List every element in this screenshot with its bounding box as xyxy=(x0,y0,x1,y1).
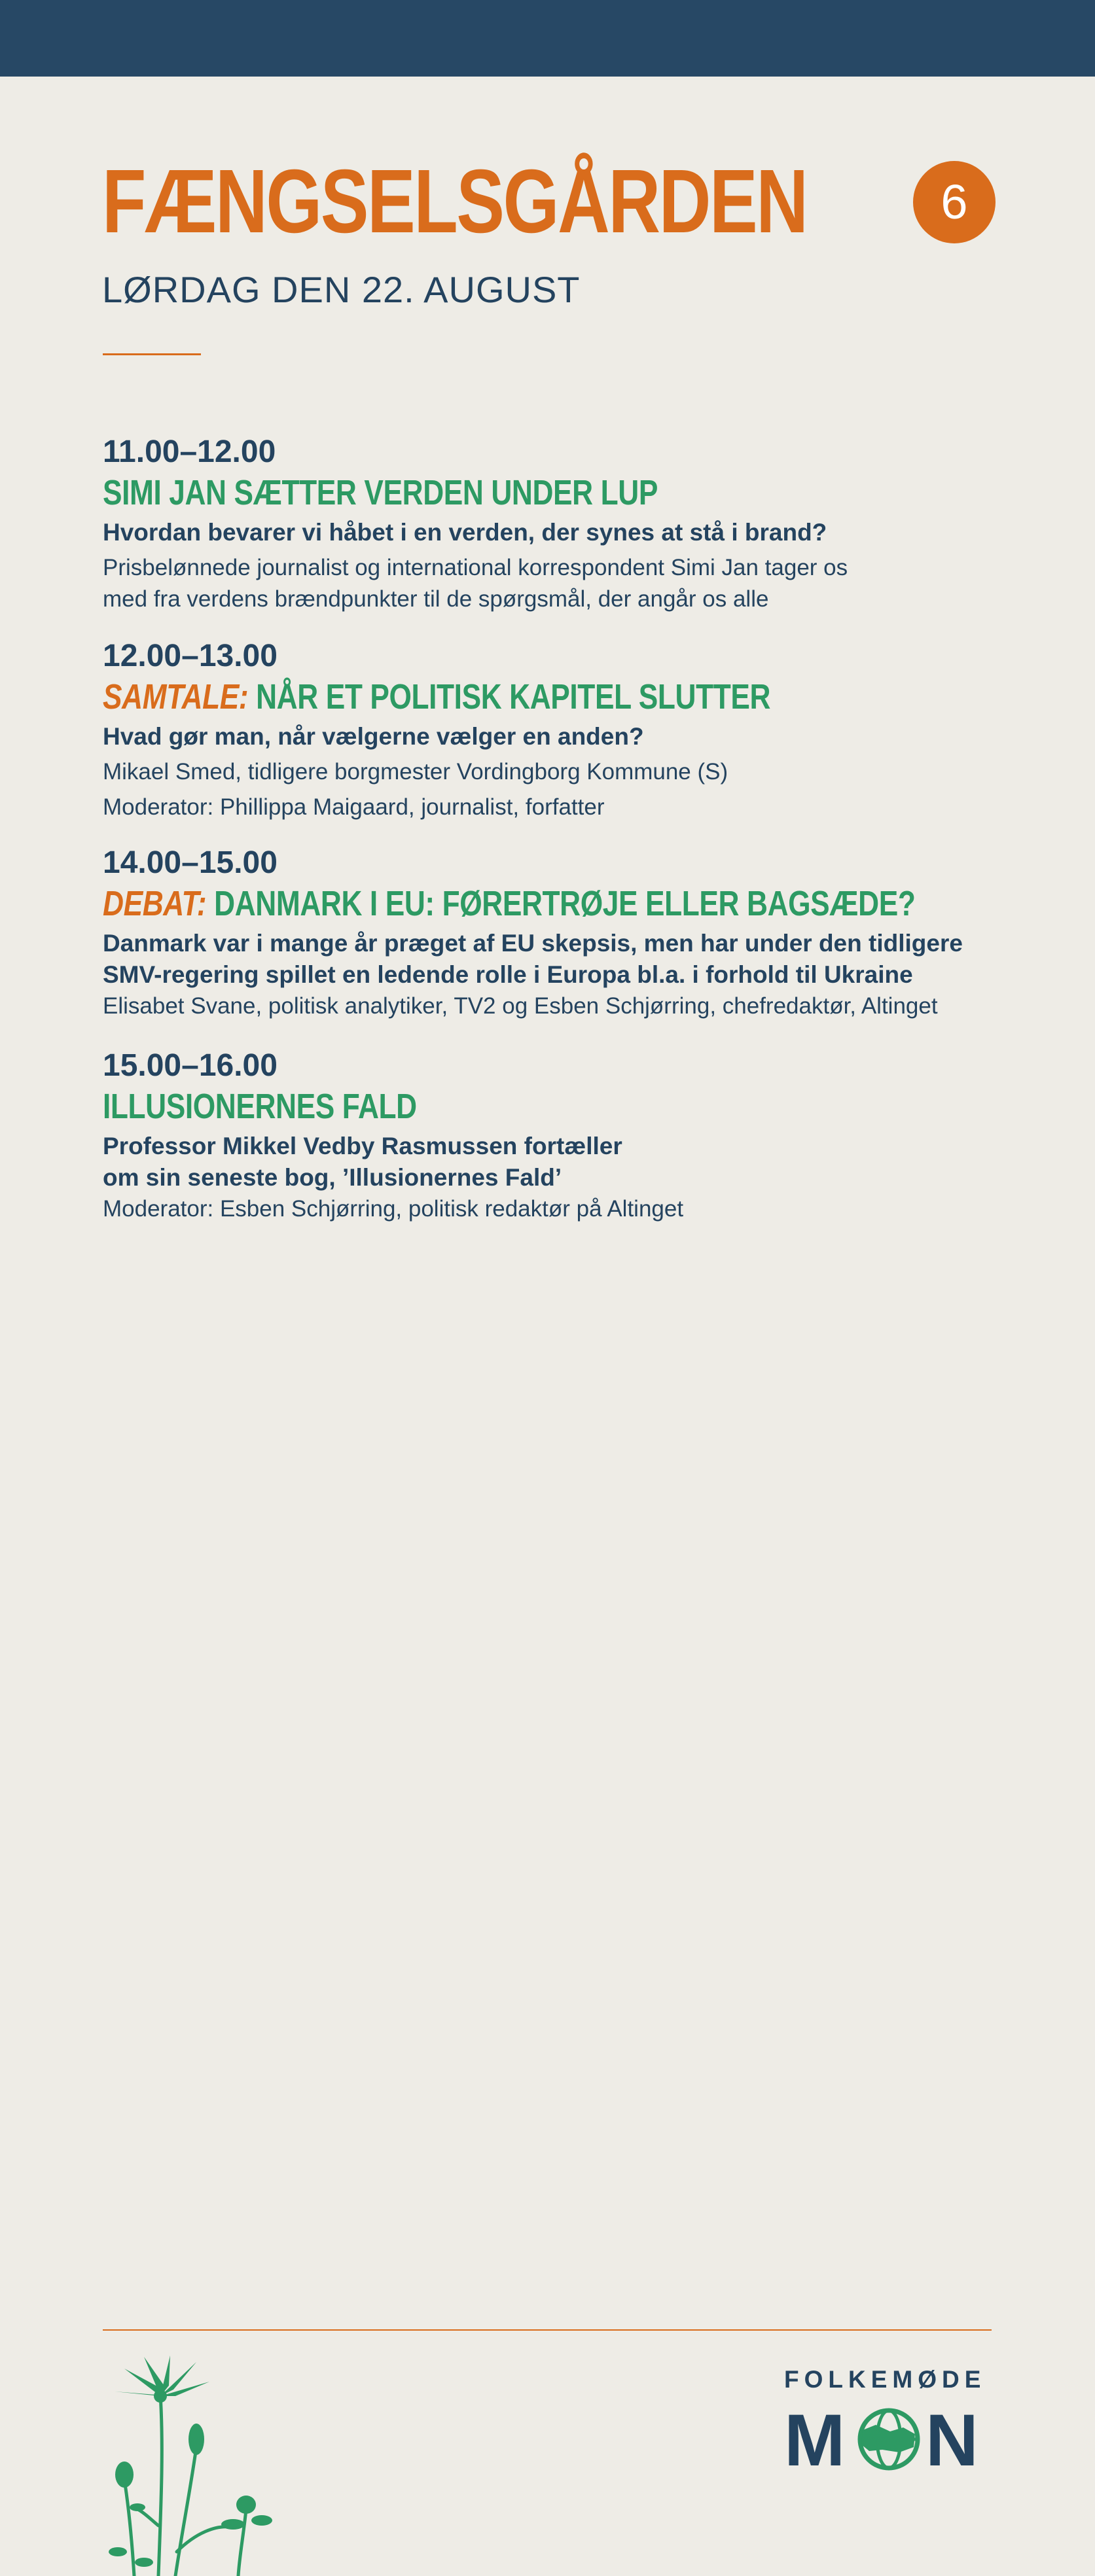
event-time: 12.00–13.00 xyxy=(103,639,278,673)
event-title-text: DANMARK I EU: FØRERTRØJE ELLER BAGSÆDE? xyxy=(214,884,916,923)
event-item xyxy=(103,843,1019,1022)
event-speaker: Mikael Smed, tidligere borgmester Vordingborg Kommune (S) xyxy=(103,759,728,785)
event-date: LØRDAG DEN 22. AUGUST xyxy=(102,269,581,310)
event-moderator: Moderator: Esben Schjørring, politisk redaktør på Altinget xyxy=(103,1196,684,1222)
event-title xyxy=(103,472,854,513)
event-item xyxy=(103,432,1019,615)
event-title xyxy=(103,1086,854,1127)
event-title-prefix: DEBAT: xyxy=(103,884,207,923)
event-description: med fra verdens brændpunkter til de spørgsmål, der angår os alle xyxy=(103,586,769,612)
event-title-text: NÅR ET POLITISK KAPITEL SLUTTER xyxy=(256,677,771,716)
event-moderator: Moderator: Phillippa Maigaard, journalist, forfatter xyxy=(103,794,605,820)
event-item xyxy=(103,636,1019,823)
flower-illustration xyxy=(98,2355,281,2576)
event-speaker: Elisabet Svane, politisk analytiker, TV2 og Esben Schjørring, chefredaktør, Altinget xyxy=(103,993,938,1019)
event-lead: Professor Mikkel Vedby Rasmussen fortæller xyxy=(103,1133,622,1159)
logo-mark xyxy=(784,2405,994,2473)
event-lead: Danmark var i mange år præget af EU skepsis, men har under den tidligere xyxy=(103,930,963,957)
event-title xyxy=(103,883,916,924)
event-title-prefix: SAMTALE: xyxy=(103,677,249,716)
event-time: 14.00–15.00 xyxy=(103,845,278,880)
event-lead: Hvordan bevarer vi håbet i en verden, der synes at stå i brand? xyxy=(103,519,827,546)
footer-divider xyxy=(103,2329,992,2331)
event-title-text: SIMI JAN SÆTTER VERDEN UNDER LUP xyxy=(103,473,658,512)
globe-icon xyxy=(860,2410,918,2468)
header-divider xyxy=(103,353,201,355)
event-time: 11.00–12.00 xyxy=(103,434,276,469)
logo-letter-m: M xyxy=(784,2405,846,2473)
event-time: 15.00–16.00 xyxy=(103,1048,278,1083)
event-title xyxy=(103,677,854,717)
event-lead: om sin seneste bog, ’Illusionernes Fald’ xyxy=(103,1164,562,1191)
logo-wordmark: FOLKEMØDE xyxy=(784,2366,986,2393)
event-lead: SMV-regering spillet en ledende rolle i Europa bl.a. i forhold til Ukraine xyxy=(103,961,913,988)
venue-number-badge: 6 xyxy=(913,161,996,243)
event-lead: Hvad gør man, når vælgerne vælger en anden? xyxy=(103,723,644,750)
event-item xyxy=(103,1046,1019,1225)
event-title-text: ILLUSIONERNES FALD xyxy=(103,1087,417,1126)
event-description: Prisbelønnede journalist og international korrespondent Simi Jan tager os xyxy=(103,555,848,580)
logo-letter-n: N xyxy=(925,2405,978,2473)
venue-title: FÆNGSELSGÅRDEN xyxy=(102,151,807,252)
top-bar xyxy=(0,0,1095,77)
